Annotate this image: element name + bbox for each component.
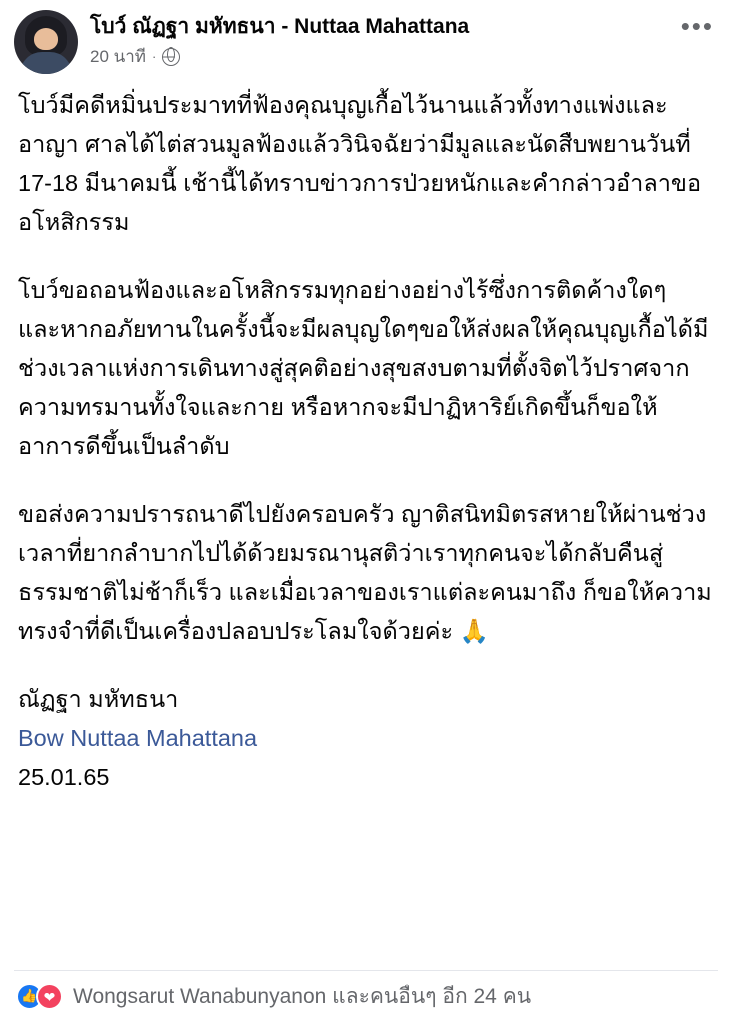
reaction-icons[interactable] [16, 983, 63, 1010]
love-reaction-icon[interactable]: ❤ [36, 983, 63, 1010]
signature-thai-name: ณัฏฐา มหัทธนา [18, 686, 179, 712]
like-reaction-icon[interactable]: 👍 [16, 983, 43, 1010]
post-header [0, 0, 732, 78]
post-header-text [90, 10, 718, 67]
post-meta [90, 47, 718, 67]
author-name[interactable]: โบว์ ณัฏฐา มหัทธนา - Nuttaa Mahattana [90, 15, 470, 38]
post-paragraph: ขอส่งความปรารถนาดีไปยังครอบครัว ญาติสนิทมิตรสหายให้ผ่านช่วงเวลาที่ยากลำบากไปได้ด้วยมรณานุสติว่าเราทุกคนจะได้กลับคืนสู่ธรรมชาติไม่ช้าก็เร็ว และเมื่อเวลาของเราแต่ละคนมาถึง ก็ขอให้ความทรงจำที่ดีเป็นเครื่องปลอบประโลมใจด้วยค่ะ 🙏 [18, 501, 712, 644]
avatar-graphic [25, 16, 67, 56]
avatar-graphic-body [20, 52, 72, 74]
meta-separator: · [152, 49, 157, 64]
signature-date: 25.01.65 [18, 764, 110, 790]
avatar[interactable] [14, 10, 78, 74]
signature-english-name[interactable]: Bow Nuttaa Mahattana [18, 725, 258, 751]
globe-icon[interactable] [162, 48, 180, 66]
post-timestamp[interactable]: 20 นาที [90, 47, 147, 66]
reaction-count-label[interactable]: Wongsarut Wanabunyanon และคนอื่นๆ อีก 24 คน [73, 984, 532, 1008]
more-options-button[interactable]: ••• [680, 11, 714, 41]
post-paragraph: โบว์มีคดีหมิ่นประมาทที่ฟ้องคุณบุญเกื้อไว้นานแล้วทั้งทางแพ่งและอาญา ศาลได้ไต่สวนมูลฟ้องแล้ววินิจฉัยว่ามีมูลและนัดสืบพยานวันที่ 17-18 มีนาคมนี้ เช้านี้ได้ทราบข่าวการป่วยหนักและคำกล่าวอำลาขออโหสิกรรม [18, 92, 702, 235]
post-paragraph: โบว์ขอถอนฟ้องและอโหสิกรรมทุกอย่างอย่างไร้ซึ่งการติดค้างใดๆ และหากอภัยทานในครั้งนี้จะมีผลบุญใดๆขอให้ส่งผลให้คุณบุญเกื้อได้มีช่วงเวลาแห่งการเดินทางสู่สุคติอย่างสุขสงบตามที่ตั้งจิตไว้ปราศจากความทรมานทั้งใจและกาย หรือหากจะมีปาฏิหาริย์เกิดขึ้นก็ขอให้อาการดีขึ้นเป็นลำดับ [18, 277, 709, 459]
post-footer [14, 970, 718, 1024]
post-body [0, 78, 732, 970]
